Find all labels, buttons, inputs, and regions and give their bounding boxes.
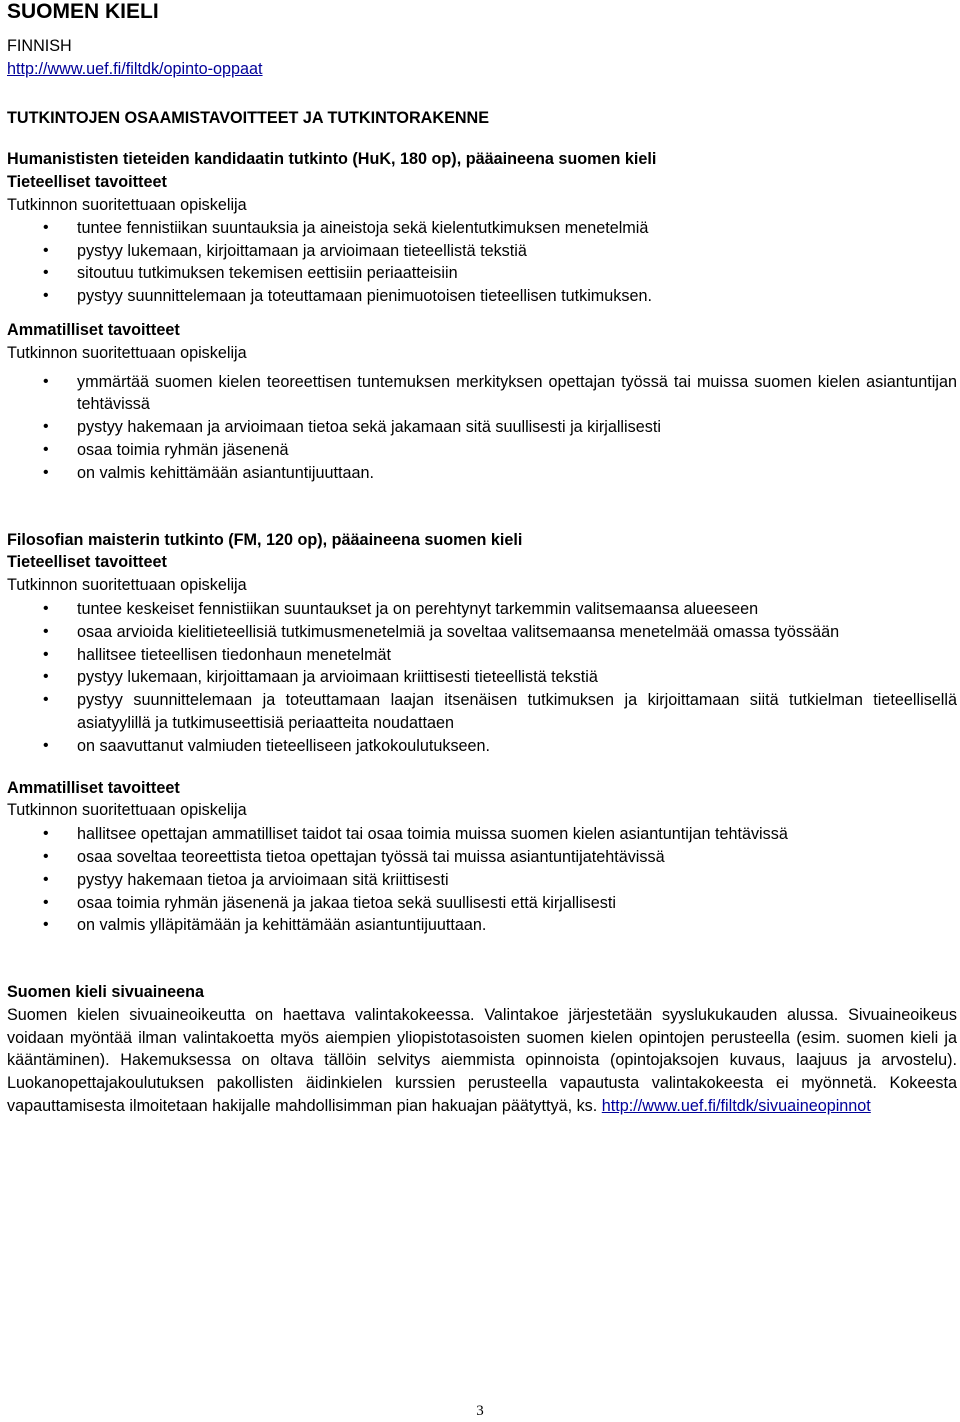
list-item: • osaa toimia ryhmän jäsenenä: [7, 439, 957, 462]
list-item: • pystyy hakemaan tietoa ja arvioimaan sitä kriittisesti: [7, 869, 957, 892]
bachelor-professional-intro: Tutkinnon suoritettuaan opiskelija: [7, 343, 247, 362]
master-title: Filosofian maisterin tutkinto (FM, 120 op), pääaineena suomen kieli: [7, 530, 523, 549]
list-item: • tuntee keskeiset fennistiikan suuntaukset ja on perehtynyt tarkemmin valitsemaansa alueeseen: [7, 598, 957, 621]
list-item: • on saavuttanut valmiuden tieteelliseen jatkokoulutukseen.: [7, 735, 957, 758]
list-item: • tuntee fennistiikan suuntauksia ja aineistoja sekä kielentutkimuksen menetelmiä: [7, 217, 957, 240]
master-professional-list: [7, 823, 957, 937]
master-scientific-intro: Tutkinnon suoritettuaan opiskelija: [7, 576, 247, 595]
list-item: • on valmis kehittämään asiantuntijuuttaan.: [7, 462, 957, 485]
list-item: • on valmis ylläpitämään ja kehittämään asiantuntijuuttaan.: [7, 914, 957, 937]
list-item: • pystyy hakemaan ja arvioimaan tietoa sekä jakamaan sitä suullisesti ja kirjallisesti: [7, 416, 957, 439]
document-title: SUOMEN KIELI: [7, 0, 159, 23]
master-scientific-heading: Tieteelliset tavoitteet: [7, 553, 167, 572]
list-item: • osaa toimia ryhmän jäsenenä ja jakaa tietoa sekä suullisesti että kirjallisesti: [7, 892, 957, 915]
list-item: • sitoutuu tutkimuksen tekemisen eettisiin periaatteisiin: [7, 262, 957, 285]
list-item: • pystyy lukemaan, kirjoittamaan ja arvioimaan tieteellistä tekstiä: [7, 240, 957, 263]
list-item: • osaa soveltaa teoreettista tietoa opettajan työssä tai muissa asiantuntijatehtävissä: [7, 846, 957, 869]
bachelor-professional-heading: Ammatilliset tavoitteet: [7, 320, 180, 339]
list-item: • pystyy lukemaan, kirjoittamaan ja arvioimaan kriittisesti tieteellistä tekstiä: [7, 666, 957, 689]
list-item: • osaa arvioida kielitieteellisiä tutkimusmenetelmiä ja soveltaa valitsemaansa menetelmää omassa työssään: [7, 621, 957, 644]
list-item: • pystyy suunnittelemaan ja toteuttamaan laajan itsenäisen tutkimuksen ja kirjoittamaan siitä tutkielman tieteellisellä asiatyylillä ja tutkimuseettisiä periaatteita noudattaen: [7, 689, 957, 735]
minor-text: Suomen kielen sivuaineoikeutta on haettava valintakokeessa. Valintakoe järjestetään syyslukukauden alussa. Sivuaineoikeus voidaan myöntää ilman valintakoetta myös aiempien yliopistotasoisten suomen kielen opintojen perusteella (esim. suomen kieli ja kääntäminen). Hakemuksessa on oltava tällöin selvitys aiemmista opinnoista (opintojaksojen kuvaus, laajuus ja arvostelu). Luokanopettajakoulutuksen pakollisten äidinkielen kurssien perusteella vapautusta valintakokeesta ei myönnetä. Kokeesta vapauttamisesta ilmoitetaan hakijalle mahdollisimman pian hakuajan päätyttyä, ks.: [7, 1005, 957, 1116]
list-item: • hallitsee opettajan ammatilliset taidot tai osaa toimia muissa suomen kielen asiantuntijan tehtävissä: [7, 823, 957, 846]
bachelor-scientific-intro: Tutkinnon suoritettuaan opiskelija: [7, 195, 247, 214]
bachelor-scientific-heading: Tieteelliset tavoitteet: [7, 173, 167, 192]
minor-paragraph: [7, 1004, 957, 1118]
master-professional-intro: Tutkinnon suoritettuaan opiskelija: [7, 801, 247, 820]
curriculum-link[interactable]: http://www.uef.fi/filtdk/opinto-oppaat: [7, 59, 263, 78]
master-professional-heading: Ammatilliset tavoitteet: [7, 778, 180, 797]
minor-studies-link[interactable]: http://www.uef.fi/filtdk/sivuaineopinnot: [601, 1097, 871, 1116]
list-item: • pystyy suunnittelemaan ja toteuttamaan pienimuotoisen tieteellisen tutkimuksen.: [7, 285, 957, 308]
list-item: • hallitsee tieteellisen tiedonhaun menetelmät: [7, 644, 957, 667]
page-number: 3: [476, 1403, 484, 1419]
main-heading: TUTKINTOJEN OSAAMISTAVOITTEET JA TUTKINTORAKENNE: [7, 108, 490, 127]
document-subtitle: FINNISH: [7, 37, 72, 55]
bachelor-scientific-list: [7, 217, 957, 308]
list-item: • ymmärtää suomen kielen teoreettisen tuntemuksen merkityksen opettajan työssä tai muissa suomen kielen asiantuntijan tehtävissä: [7, 371, 957, 417]
master-scientific-list: [7, 598, 957, 758]
document-page: [7, 0, 957, 1118]
bachelor-professional-list: [7, 371, 957, 485]
minor-heading: Suomen kieli sivuaineena: [7, 983, 205, 1002]
bachelor-title: Humanististen tieteiden kandidaatin tutkinto (HuK, 180 op), pääaineena suomen kieli: [7, 150, 657, 169]
